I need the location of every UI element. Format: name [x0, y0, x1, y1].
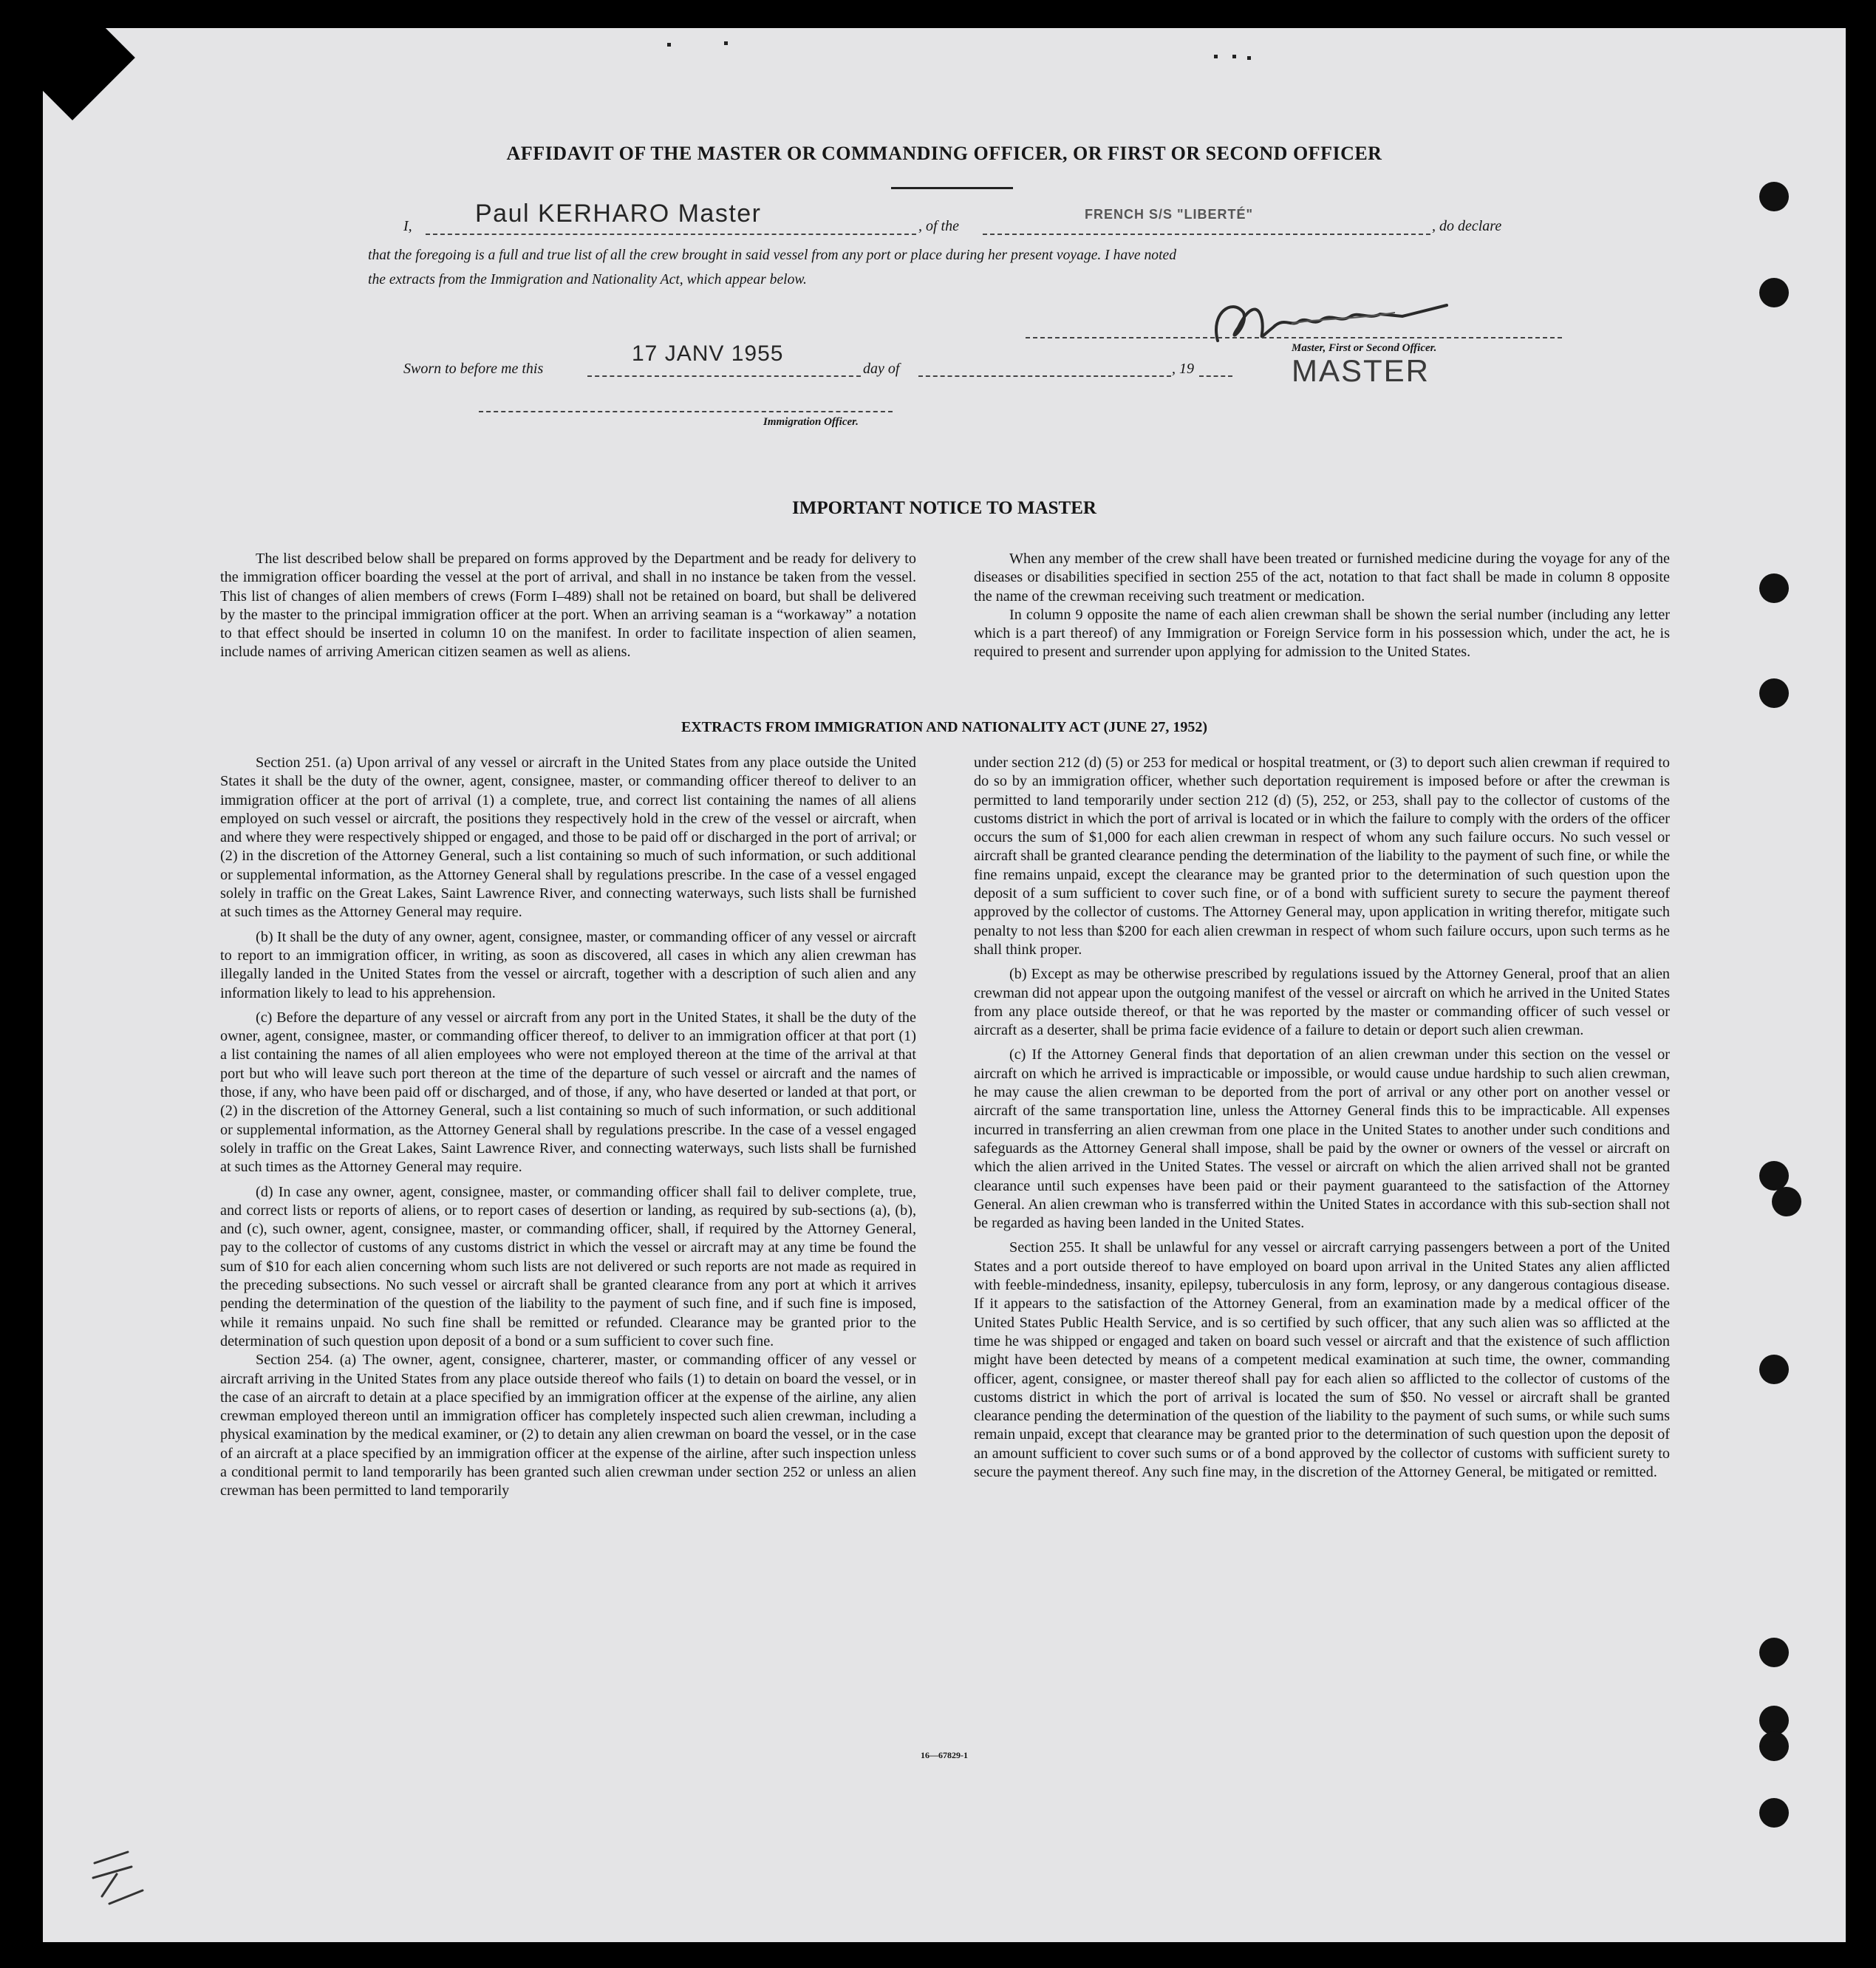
form-code: 16—67829-1 — [921, 1750, 968, 1760]
vessel-value: FRENCH S/S "LIBERTÉ" — [1085, 207, 1254, 222]
i-label: I, — [403, 218, 412, 234]
notice-right-column — [974, 550, 1670, 662]
month-line — [918, 375, 1171, 377]
speck — [1247, 56, 1251, 60]
notice-title: IMPORTANT NOTICE TO MASTER — [792, 498, 1096, 518]
notice-left-column — [220, 550, 916, 662]
punch-hole — [1759, 678, 1789, 708]
punch-hole — [1759, 278, 1789, 307]
sworn-label: Sworn to before me this — [403, 361, 544, 377]
signature-line — [1026, 337, 1562, 338]
of-the-label: , of the — [918, 218, 959, 234]
document-page — [43, 28, 1846, 1942]
notice-right-paragraph-2: In column 9 opposite the name of each alien crewman shall be shown the serial number (including any letter which is a part thereof) of any Immigration or Foreign Service form in his possession which, under the act, he is required to present and surrender upon applying for admission to the United States. — [974, 606, 1670, 661]
punch-hole — [1759, 1638, 1789, 1667]
master-stamp: MASTER — [1292, 353, 1430, 388]
section-254-a-continued: under section 212 (d) (5) or 253 for medical or hospital treatment, or (3) to deport such alien crewman if required to do so by an immigration officer, whether such deportation requirement is imposed before or after the crewman is permitted to land temporarily under section 212 (d) (5), 252, or 253, shall pay to the collector of customs of the customs district in which the port of arrival is located or in which the failure to comply with the orders of the officer occurs the sum of $1,000 for each alien crewman in respect of whom any such failure occurs. No such vessel or aircraft shall be granted clearance pending the determination of the liability to the payment of such fine, or while the fine remains unpaid, except the clearance may be granted prior to the determination of such question upon the deposit of a sum sufficient to cover such fine, or of a bond with sufficient surety to secure the payment thereof approved by the collector of customs. The Attorney General may, upon application in writing therefor, mitigate such penalty to not less than $200 for each alien crewman in respect of whom such failure occurs, upon such terms as he shall think proper. — [974, 755, 1670, 958]
speck — [667, 43, 671, 47]
year-label: , 19 — [1172, 361, 1194, 377]
officer-caption: Immigration Officer. — [763, 416, 859, 428]
punch-hole — [1759, 1706, 1789, 1735]
handwritten-mark — [87, 1845, 154, 1911]
name-value: Paul KERHARO Master — [475, 200, 762, 228]
signature-caption: Master, First or Second Officer. — [1292, 342, 1437, 354]
speck — [724, 41, 728, 45]
affidavit-title: AFFIDAVIT OF THE MASTER OR COMMANDING OFFICER, OR FIRST OR SECOND OFFICER — [506, 143, 1382, 164]
punch-hole — [1759, 1355, 1789, 1384]
section-254-a: Section 254. (a) The owner, agent, consignee, charterer, master, or commanding officer of any vessel or aircraft arriving in the United States from any place outside thereof who fails (1) to detain on board the vessel, or in the case of an aircraft to detain at a place specified by an immigration officer at the expense of the airline, any alien crewman employed thereon until an immigration officer has completely inspected such alien crewman, including a physical examination by the medical examiner, or (2) to detain any alien crewman on board the vessel, or in the case of an aircraft at a place specified by an immigration officer at the expense of the airline, after such inspection unless a conditional permit to land temporarily has been granted such alien crewman under section 252 or unless an alien crewman has been permitted to land temporarily — [220, 1352, 916, 1499]
title-rule — [891, 187, 1013, 189]
punch-hole — [1759, 1798, 1789, 1828]
punch-hole — [1759, 182, 1789, 211]
section-251-d: (d) In case any owner, agent, consignee, master, or commanding officer shall fail to deliver complete, true, and correct lists or reports of aliens, or to report cases of desertion or landing, as required by sub-sections (a), (b), and (c), such owner, agent, consignee, master, or commanding officer, shall, if required by the Attorney General, pay to the collector of customs of any customs district in which the vessel or aircraft may at any time be found the sum of $10 for each alien concerning whom such lists are not delivered or such reports are not made as required in the preceding subsections. No such vessel or aircraft shall be granted clearance from any port at which it arrives pending the determination of the question of the liability to the payment of such fine, and if such fine is imposed, while it remains unpaid. No such fine shall be remitted or refunded. Clearance may be granted prior to the determination of such question upon deposit of a bond or a sum sufficient to cover such fine. — [220, 1183, 916, 1349]
day-of-label: day of — [863, 361, 900, 377]
punch-hole — [1759, 1732, 1789, 1761]
punch-hole — [1759, 573, 1789, 603]
year-line — [1199, 375, 1232, 377]
section-255: Section 255. It shall be unlawful for any vessel or aircraft carrying passengers between a port of the United States and a port outside thereof to have employed on board upon arrival in the United States any alien afflicted with feeble-mindedness, insanity, epilepsy, tuberculosis in any form, leprosy, or any dangerous contagious disease. If it appears to the satisfaction of the Attorney General, from an examination made by a medical officer of the United States Public Health Service, and is so certified by such officer, that any such alien was so afflicted at the time he was shipped or engaged and taken on board such vessel or aircraft and that the existence of such affliction might have been detected by means of a competent medical examination at such time, the owner, commanding officer, agent, consignee, or master thereof shall pay for each alien so afflicted to the collector of customs of the customs district in which the port of arrival is located the sum of $50. No vessel or aircraft shall be granted clearance pending the determination of the question of the liability to the payment of such sums, or while such sums remain unpaid, except that clearance may be granted prior to the determination of such question upon the deposit of an amount sufficient to cover such sums or of a bond approved by the collector of customs with sufficient surety to secure the payment thereof. Any such fine may, in the discretion of the Attorney General, be mitigated or remitted. — [974, 1239, 1670, 1480]
sworn-day-line — [587, 375, 861, 377]
notice-right-paragraph-1: When any member of the crew shall have been treated or furnished medicine during the voyage for any of the diseases or disabilities specified in section 255 of the act, notation to that fact shall be made in column 8 opposite the name of the crewman receiving such treatment or medication. — [974, 551, 1670, 605]
section-251-a: Section 251. (a) Upon arrival of any vessel or aircraft in the United States from any place outside the United States it shall be the duty of the owner, agent, consignee, master, or commanding officer thereof to deliver to an immigration officer at the port of arrival (1) a complete, true, and correct list containing the names of all aliens employed on such vessel or aircraft, the positions they respectively hold in the crew of the vessel or aircraft, when and where they were respectively shipped or engaged, and those to be paid off or discharged in the port of arrival; or (2) in the discretion of the Attorney General, such a list containing so much of such information, or such additional or supplemental information, as the Attorney General shall by regulations prescribe. In the case of a vessel engaged solely in traffic on the Great Lakes, Saint Lawrence River, and connecting waterways, such lists shall be furnished at such times as the Attorney General may require. — [220, 755, 916, 921]
extracts-right-column — [974, 754, 1670, 1482]
speck — [1214, 55, 1218, 58]
name-line — [426, 234, 916, 235]
declaration-line-1: that the foregoing is a full and true list of all the crew brought in said vessel from any port or place during her present voyage. I have noted — [368, 248, 1177, 263]
sworn-date-value: 17 JANV 1955 — [632, 341, 784, 366]
officer-line — [479, 411, 893, 412]
section-251-c: (c) Before the departure of any vessel or aircraft from any port in the United States, it shall be the duty of the owner, agent, consignee, master, or commanding officer thereof, to deliver to an immigration officer at that port (1) a list containing the names of all alien employees who were not employed thereon at the time of the arrival at that port but who will leave such port thereon at the time of the departure of such vessel or aircraft and the names of those, if any, who have been paid off or discharged, and of those, if any, who have deserted or landed at that port, or (2) in the discretion of the Attorney General, such a list containing so much of such information, or such additional or supplemental information, as the Attorney General shall by regulations prescribe. In the case of a vessel engaged solely in traffic on the Great Lakes, Saint Lawrence River, and connecting waterways, such lists shall be furnished at such times as the Attorney General may require. — [220, 1009, 916, 1176]
vessel-line — [983, 234, 1430, 235]
section-254-c: (c) If the Attorney General finds that deportation of an alien crewman under this section on the vessel or aircraft on which he arrived is impracticable or impossible, or would cause undue hardship to such alien crewman, he may cause the alien crewman to be deported from the port of arrival or any other port on another vessel or aircraft of the same transportation line, unless the Attorney General finds this to be impracticable. All expenses incurred in transferring an alien crewman from one place in the United States to another under such conditions and safeguards as the Attorney General shall impose, shall be paid by the owner or owners of the vessel or aircraft on which the alien arrived in the United States. The vessel or aircraft on which the alien arrived shall not be granted clearance until such expenses have been paid or their payment guaranteed to the satisfaction of the Attorney General. An alien crewman who is transferred within the United States in accordance with this sub-section shall not be regarded as having been landed in the United States. — [974, 1046, 1670, 1232]
section-251-b: (b) It shall be the duty of any owner, agent, consignee, master, or commanding officer of any vessel or aircraft to report to an immigration officer, in writing, as soon as discovered, all cases in which any alien crewman has illegally landed in the United States from the vessel or aircraft, together with a description of such alien and any information likely to lead to his apprehension. — [220, 928, 916, 1001]
extracts-left-column — [220, 754, 916, 1501]
declaration-line-2: the extracts from the Immigration and Nationality Act, which appear below. — [368, 272, 807, 287]
punch-hole — [1759, 1161, 1789, 1191]
section-254-b: (b) Except as may be otherwise prescribed by regulations issued by the Attorney General, proof that an alien crewman did not appear upon the outgoing manifest of the vessel or aircraft on which he arrived in the United States from any place outside thereof, or that he was reported by the master or commanding officer of such vessel or aircraft as a deserter, shall be prima facie evidence of a failure to detain or deport such alien crewman. — [974, 966, 1670, 1039]
notice-left-paragraph: The list described below shall be prepared on forms approved by the Department and be ready for delivery to the immigration officer boarding the vessel at the port of arrival, and shall in no instance be taken from the vessel. This list of changes of alien members of crews (Form I–489) shall not be retained on board, but shall be delivered by the master to the principal immigration officer at the port. When an arriving seaman is a “workaway” a notation to that effect should be inserted in column 10 on the manifest. In order to facilitate inspection of alien seamen, include names of arriving American citizen seamen as well as aliens. — [220, 551, 916, 661]
extracts-title: EXTRACTS FROM IMMIGRATION AND NATIONALITY ACT (JUNE 27, 1952) — [681, 719, 1208, 735]
punch-hole — [1772, 1187, 1801, 1216]
speck — [1232, 55, 1236, 58]
do-declare-label: , do declare — [1432, 218, 1502, 234]
